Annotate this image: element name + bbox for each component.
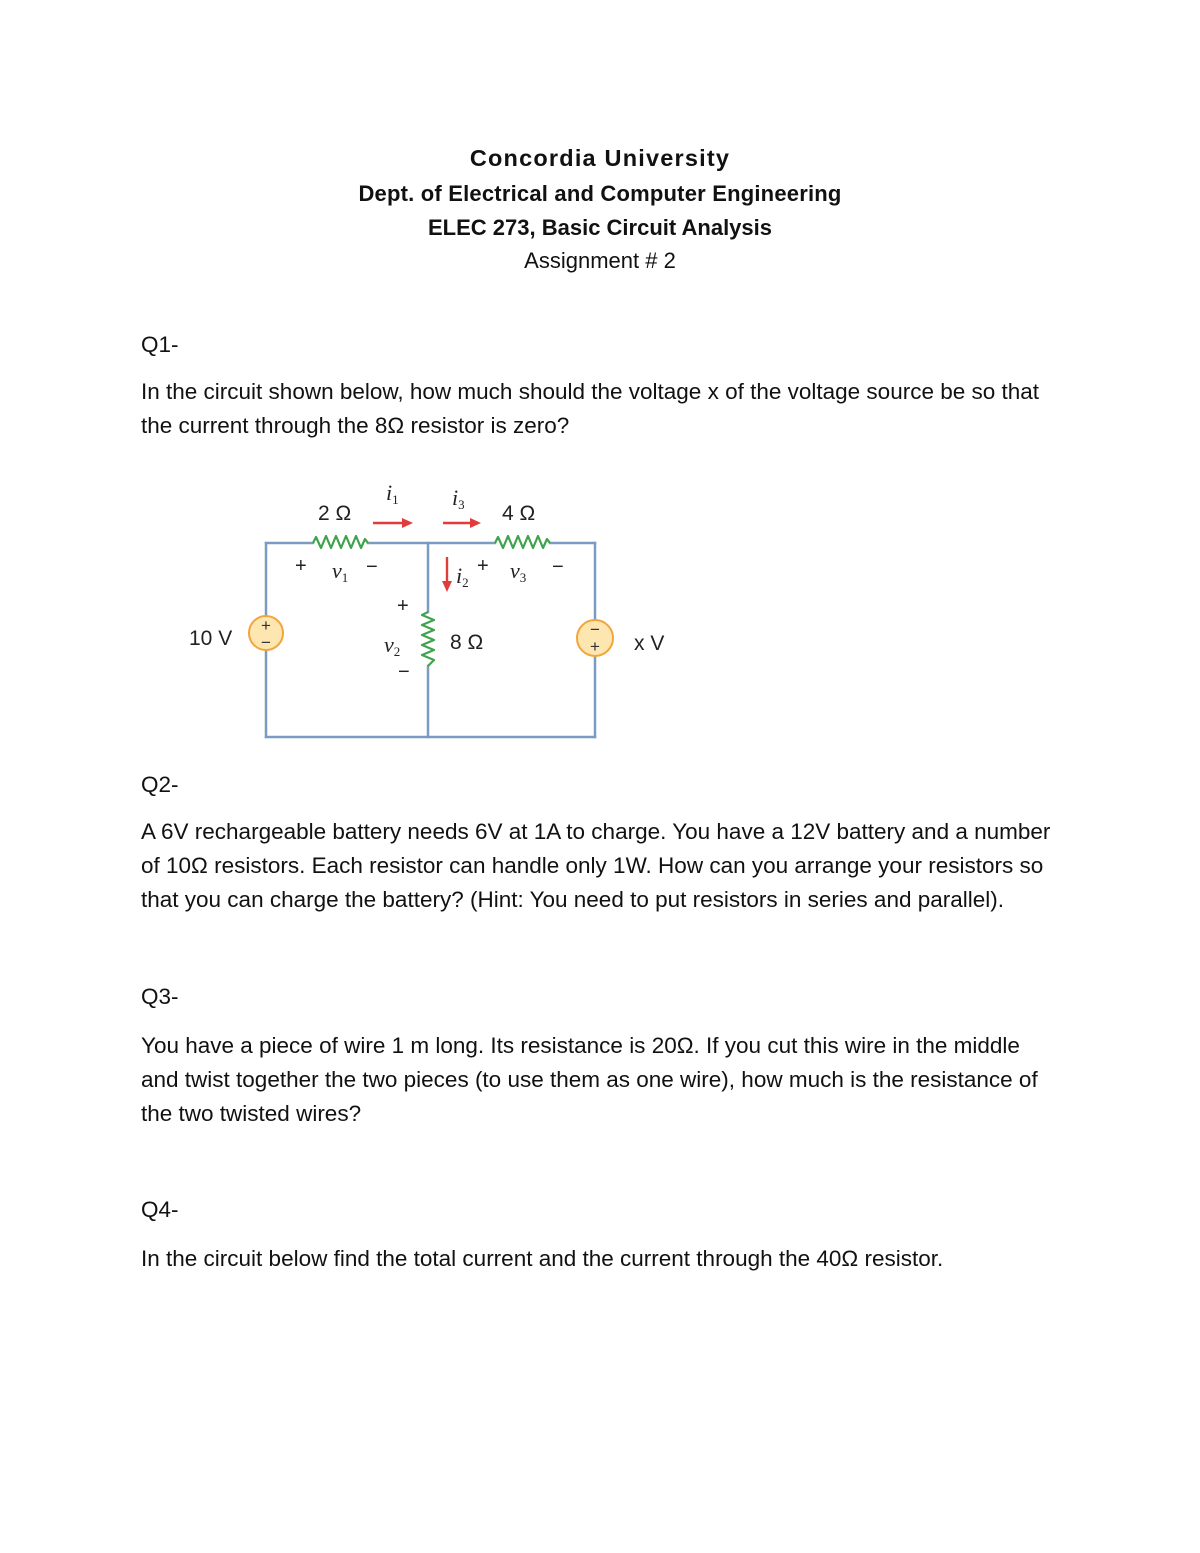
voltage-v3-label (510, 558, 526, 585)
question-3-label: Q3- (141, 984, 179, 1009)
voltage-v2-plus: + (397, 595, 409, 617)
voltage-v1-plus: + (295, 555, 307, 577)
source-x-minus: − (590, 620, 600, 639)
voltage-v2-symbol: v (384, 632, 394, 657)
current-i2-label (456, 563, 469, 590)
question-1-line-2: the current through the 8Ω resistor is zero? (141, 413, 570, 438)
wires (266, 543, 595, 737)
question-2-line-3: that you can charge the battery? (Hint: You need to put resistors in series and parallel). (141, 887, 1005, 912)
voltage-v2-minus: − (398, 661, 410, 683)
q1-circuit-diagram (170, 470, 690, 760)
question-3-line-1: You have a piece of wire 1 m long. Its resistance is 20Ω. If you cut this wire in the middle (141, 1033, 1020, 1058)
question-1-text (141, 375, 1039, 443)
resistor-8-ohm (422, 612, 434, 666)
source-x-plus: + (590, 637, 600, 656)
question-3-text (141, 1029, 1038, 1131)
question-3-line-3: the two twisted wires? (141, 1101, 362, 1126)
voltage-v2-label (384, 632, 400, 659)
question-1-label: Q1- (141, 332, 179, 357)
question-3-line-2: and twist together the two pieces (to use them as one wire), how much is the resistance of (141, 1067, 1038, 1092)
voltage-v3-symbol: v (510, 558, 520, 583)
current-i3-arrow (443, 518, 481, 528)
source-10v-plus: + (261, 616, 271, 635)
question-2-line-1: A 6V rechargeable battery needs 6V at 1A to charge. You have a 12V battery and a number (141, 819, 1051, 844)
university-title: Concordia University (469, 145, 731, 171)
voltage-v3-subscript: 3 (519, 570, 527, 585)
question-4-label: Q4- (141, 1197, 179, 1222)
resistor-2-ohm-label: 2 Ω (318, 502, 352, 525)
source-10v-label: 10 V (189, 627, 233, 650)
current-i3-subscript: 3 (458, 497, 465, 512)
source-10v-minus: − (261, 633, 271, 652)
question-2-text (141, 815, 1050, 917)
current-i1-arrow (373, 518, 413, 528)
current-i2-symbol: i (456, 563, 463, 588)
voltage-v1-symbol: v (332, 558, 342, 583)
current-i1-symbol: i (386, 480, 393, 505)
source-x-label: x V (634, 632, 665, 655)
question-4-text (141, 1242, 943, 1276)
current-i2-subscript: 2 (462, 575, 469, 590)
resistor-8-ohm-label: 8 Ω (450, 631, 484, 654)
voltage-v3-minus: − (552, 556, 564, 578)
voltage-v1-label (332, 558, 348, 585)
assignment-title: Assignment # 2 (524, 248, 676, 273)
question-1-line-1: In the circuit shown below, how much should the voltage x of the voltage source be so that (141, 379, 1040, 404)
current-i3-label (452, 485, 465, 512)
voltage-v3-plus: + (477, 555, 489, 577)
current-i2-arrow (442, 557, 452, 592)
resistor-4-ohm (495, 536, 550, 548)
course-title: ELEC 273, Basic Circuit Analysis (428, 215, 772, 240)
current-i3-symbol: i (452, 485, 459, 510)
resistor-4-ohm-label: 4 Ω (502, 502, 536, 525)
voltage-v2-subscript: 2 (393, 644, 401, 659)
current-i1-subscript: 1 (392, 492, 399, 507)
department-title: Dept. of Electrical and Computer Engineering (358, 181, 842, 206)
question-2-line-2: of 10Ω resistors. Each resistor can handle only 1W. How can you arrange your resistors so (141, 853, 1044, 878)
voltage-v1-subscript: 1 (341, 570, 349, 585)
question-4-line-1: In the circuit below find the total current and the current through the 40Ω resistor. (141, 1246, 944, 1271)
voltage-v1-minus: − (366, 556, 378, 578)
current-i1-label (386, 480, 399, 507)
question-2-label: Q2- (141, 772, 179, 797)
resistor-2-ohm (313, 536, 368, 548)
